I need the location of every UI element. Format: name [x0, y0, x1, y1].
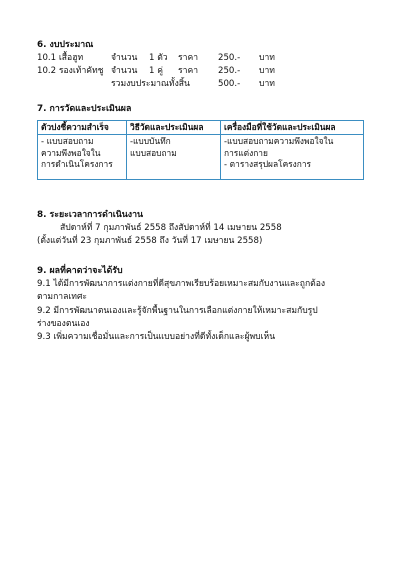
- budget-unit: บาท: [259, 66, 275, 76]
- budget-item: 10.1 เสื้อฮูท: [37, 53, 84, 63]
- result-item-line: 9.3 เพิ่มความเชื่อมั่นและการเป็นแบบอย่างที่ดีทั้งเด็กและผู้พบเห็น: [37, 332, 276, 342]
- table-cell-method: [127, 135, 221, 180]
- table-row: [38, 135, 364, 180]
- cell-text-line: การดำเนินโครงการ: [41, 159, 113, 170]
- table-cell-tools: [221, 135, 364, 180]
- budget-qty: 1 ตัว: [149, 53, 168, 63]
- budget-qty-label: จำนวน: [111, 66, 138, 76]
- result-item-line: 9.1 ได้มีการพัฒนาการแต่งกายที่ดีสุขภาพเรียบร้อยเหมาะสมกับงานและถูกต้อง: [37, 279, 326, 289]
- cell-text-line: -แบบบันทึก: [130, 136, 171, 147]
- duration-weeks: สัปดาห์ที่ 7 กุมภาพันธ์ 2558 ถึงสัปดาห์ที่ 14 เมษายน 2558: [60, 223, 282, 233]
- table-cell-indicator: [38, 135, 127, 180]
- budget-total-label: รวมงบประมาณทั้งสิ้น: [111, 79, 190, 89]
- budget-qty-label: จำนวน: [111, 53, 138, 63]
- budget-amount: 250.-: [218, 66, 241, 76]
- budget-amount: 250.-: [218, 53, 241, 63]
- cell-text-line: แบบสอบถาม: [130, 147, 177, 158]
- evaluation-table: [37, 120, 364, 180]
- budget-price-label: ราคา: [178, 53, 199, 63]
- budget-qty: 1 คู่: [149, 66, 163, 76]
- budget-total-row: [37, 79, 297, 91]
- result-item-line: 9.2 มีการพัฒนาตนเองและรู้จักพื้นฐานในการเลือกแต่งกายให้เหมาะสมกับรูป: [37, 306, 318, 316]
- table-header-row: [38, 121, 364, 135]
- cell-text-line: - ตารางสรุปผลโครงการ: [224, 159, 312, 170]
- result-item-line: ตามกาลเทศะ: [37, 292, 88, 302]
- cell-text-line: การแต่งกาย: [224, 147, 268, 158]
- budget-item: 10.2 รองเท้าคัทชู: [37, 66, 104, 76]
- budget-total-unit: บาท: [259, 79, 275, 89]
- table-header-tools: เครื่องมือที่ใช้วัดและประเมินผล: [221, 121, 364, 135]
- section-9-title: 9. ผลที่คาดว่าจะได้รับ: [37, 266, 123, 276]
- duration-dates: (ตั้งแต่วันที่ 23 กุมภาพันธ์ 2558 ถึง วันที่ 17 เมษายน 2558): [37, 236, 263, 246]
- budget-total-amount: 500.-: [218, 79, 241, 89]
- section-8-title: 8. ระยะเวลาการดำเนินงาน: [37, 210, 144, 220]
- cell-text-line: - แบบสอบถาม: [41, 136, 94, 147]
- budget-price-label: ราคา: [178, 66, 199, 76]
- result-item-line: ร่างของตนเอง: [37, 319, 90, 329]
- table-header-method: วิธีวัดและประเมินผล: [127, 121, 221, 135]
- cell-text-line: -แบบสอบถามความพึงพอใจใน: [224, 136, 334, 147]
- budget-unit: บาท: [259, 53, 275, 63]
- table-header-indicator: ตัวบ่งชี้ความสำเร็จ: [38, 121, 127, 135]
- cell-text-line: ความพึงพอใจใน: [41, 147, 101, 158]
- section-6-title: 6. งบประมาณ: [37, 40, 94, 50]
- budget-row: [37, 53, 297, 65]
- section-7-title: 7. การวัดและประเมินผล: [37, 104, 132, 114]
- budget-row: [37, 66, 297, 78]
